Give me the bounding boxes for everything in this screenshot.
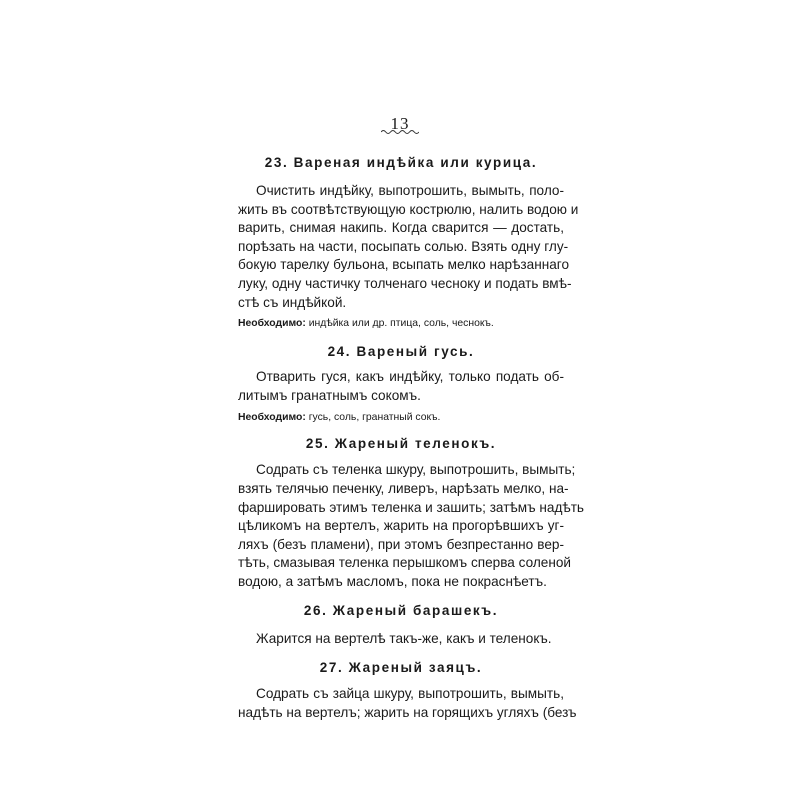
recipe-body <box>238 685 577 722</box>
text-line: надѣть на вертелъ; жарить на горящихъ угляхъ (безъ <box>238 704 577 720</box>
text-column <box>238 154 585 722</box>
ingredients-label: Необходимо: <box>238 412 306 424</box>
text-line: цѣликомъ на вертелъ, жарить на прогорѣвшихъ уг- <box>238 518 564 534</box>
text-line: взять телячью печенку, ливеръ, нарѣзать мелко, на- <box>238 480 569 496</box>
recipe-body <box>238 630 564 649</box>
text-line: варить, снимая накипь. Когда сварится — достать, <box>238 220 564 236</box>
text-line: Жарится на вертелѣ такъ-же, какъ и теленокъ. <box>256 630 552 646</box>
recipe-25 <box>238 435 585 591</box>
ingredients-text: гусь, соль, гранатный сокъ. <box>305 412 441 424</box>
text-line: фаршировать этимъ теленка и зашить; затѣмъ надѣть <box>238 499 585 515</box>
text-line: литымъ гранатнымъ сокомъ. <box>238 387 421 403</box>
text-line: луку, одну частичку толченаго чесноку и подать вмѣ- <box>238 275 572 291</box>
recipe-23 <box>238 154 579 331</box>
text-line: тѣть, смазывая теленка перышкомъ сперва соленой <box>238 555 571 571</box>
recipe-heading: 27. Жареный заяцъ. <box>319 660 483 676</box>
recipe-body <box>238 461 585 591</box>
text-line: стѣ съ индѣйкой. <box>238 294 347 310</box>
recipe-heading: 26. Жареный барашекъ. <box>303 602 499 618</box>
recipe-body <box>238 368 564 405</box>
text-line: Содрать съ теленка шкуру, выпотрошить, вымыть; <box>256 462 576 478</box>
text-line: ляхъ (безъ пламени), при этомъ безпрестанно вер- <box>238 536 564 552</box>
text-line: жить въ соотвѣтствующую кострюлю, налить водою и <box>238 201 579 217</box>
text-line: Отварить гуся, какъ индѣйку, только подать об- <box>256 369 564 385</box>
page-number: 13 <box>390 114 410 133</box>
ingredients-label: Необходимо: <box>238 318 306 330</box>
recipe-body <box>238 182 579 312</box>
ingredients-note <box>238 411 564 425</box>
recipe-26 <box>238 602 564 649</box>
recipe-24 <box>238 343 564 425</box>
recipe-heading: 24. Вареный гусь. <box>327 344 475 360</box>
ingredients-note <box>238 317 564 331</box>
text-line: Очистить индѣйку, выпотрошить, вымыть, поло- <box>256 183 564 198</box>
text-line: порѣзать на части, посыпать солью. Взять одну глу- <box>238 238 569 254</box>
ingredients-text: индѣйка или др. птица, соль, чеснокъ. <box>305 318 494 330</box>
recipe-27 <box>238 659 577 722</box>
text-line: водою, а затѣмъ масломъ, пока не покраснѣетъ. <box>238 573 547 589</box>
recipe-heading: 25. Жареный теленокъ. <box>305 436 497 452</box>
wavy-rule-ornament <box>381 129 419 135</box>
recipe-heading: 23. Вареная индѣйка или курица. <box>264 155 538 170</box>
text-line: Содрать съ зайца шкуру, выпотрошить, вымыть, <box>256 686 564 702</box>
text-line: бокую тарелку бульона, всыпать мелко нарѣзаннаго <box>238 257 570 273</box>
